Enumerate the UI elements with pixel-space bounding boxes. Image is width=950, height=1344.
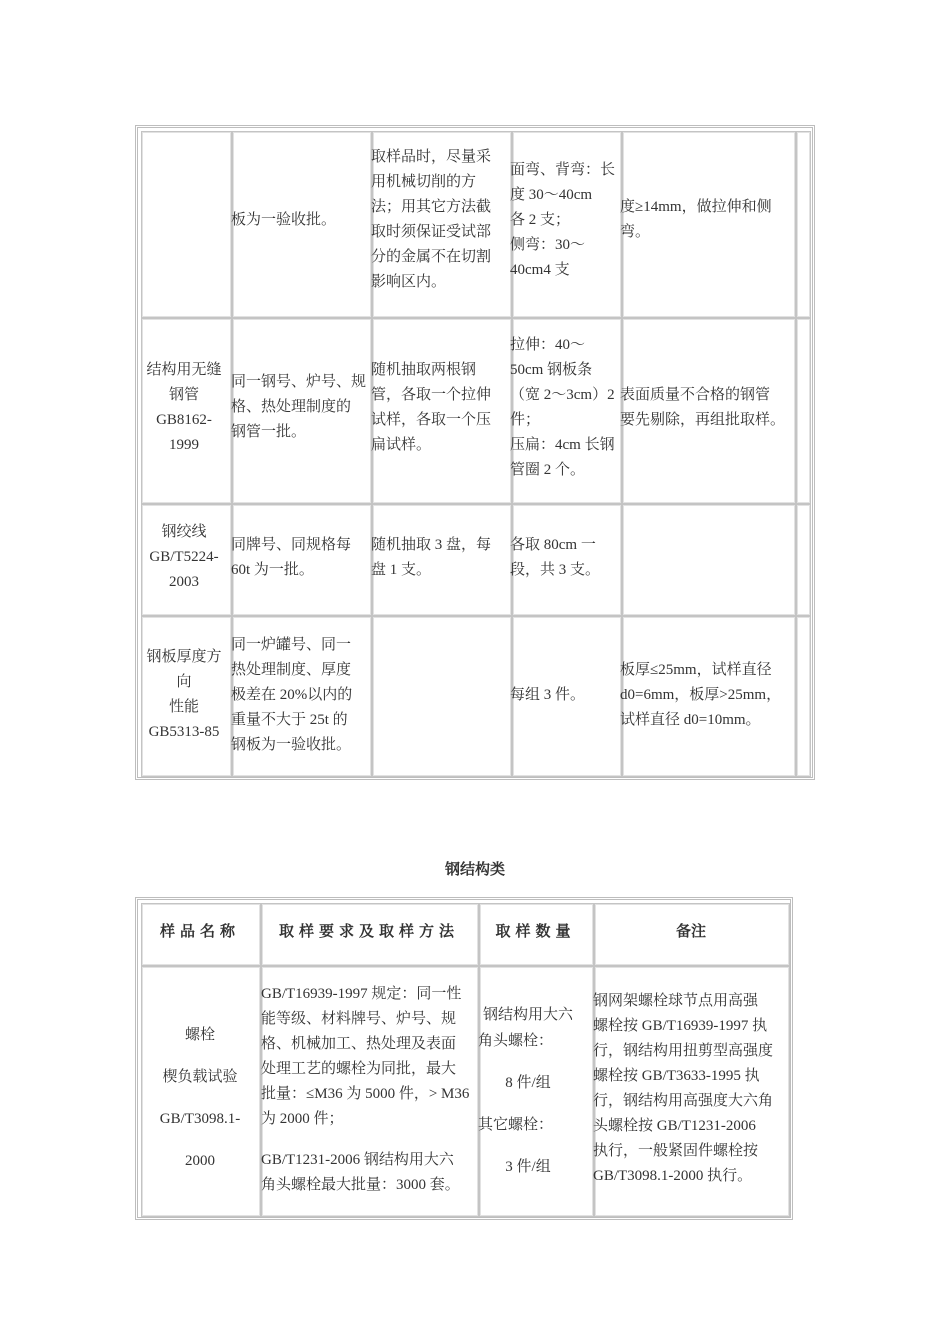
row-4-note-text: 板厚≤25mm，试样直径 d0=6mm，板厚>25mm， 试样直径 d0=10mm。 [620,662,782,728]
row-1-method-text: 取样品时，尽量采 用机械切削的方 法；用其它方法截 取时须保证受试部 分的金属不在切割 影响区内。 [371,149,492,290]
header-sampling-quantity: 取样数量 [495,922,576,940]
section-title: 钢结构类 [444,860,505,878]
header-sample-name: 样品名称 [159,922,240,940]
row-3-quantity-text: 各取 80cm 一 段，共 3 支。 [510,537,601,578]
row-3-method-text: 随机抽取 3 盘，每 盘 1 支。 [371,537,492,578]
row-2-method-text: 随机抽取两根钢 管，各取一个拉伸 试样，各取一个压 扁试样。 [371,362,492,453]
table-row-1-name-cell [141,131,232,318]
row-2-batch-text: 同一钢号、炉号、规 格、热处理制度的 钢管一批。 [231,374,367,440]
row-1-batch-text: 板为一验收批。 [231,212,337,228]
row-1-quantity-text: 面弯、背弯：长 度 30～40cm 各 2 支； 侧弯：30～ 40cm4 支 [510,162,616,278]
table-row-4-extra-cell [796,616,811,777]
table-row-3-extra-cell [796,504,811,616]
header-sampling-method: 取样要求及取样方法 [278,922,459,940]
bolt-quantity-text: 钢结构用大六 角头螺栓： 8 件/组 其它螺栓： 3 件/组 [478,1007,573,1175]
row-4-quantity-text: 每组 3 件。 [510,687,586,703]
table-row-4-method-cell [372,616,512,777]
table-row-2-extra-cell [796,318,811,504]
table-row-1-extra-cell [796,131,811,318]
bolt-method-text: GB/T16939-1997 规定：同一性 能等级、材料牌号、炉号、规 格、机械加工、热处理及表面 处理工艺的螺栓为同批，最大 批量：≤M36 为 5000 件，> M36 为 2000 件； GB/T1231-2006 钢结构用大六 角头螺栓最大批量：3000 套。 [261,986,470,1193]
header-remarks: 备注 [675,922,706,940]
row-2-name-text: 结构用无缝 钢管 GB8162- 1999 [146,362,222,453]
row-3-name-text: 钢绞线 GB/T5224- 2003 [149,524,219,590]
row-1-note-text: 度≥14mm，做拉伸和侧 弯。 [620,199,772,240]
row-2-quantity-text: 拉伸：40～ 50cm 钢板条 （宽 2～3cm）2 件； 压扁：4cm 长钢 管圈 2 个。 [510,337,615,478]
row-4-batch-text: 同一炉罐号、同一 热处理制度、厚度 极差在 20%以内的 重量不大于 25t 的 钢板为一验收批。 [231,637,353,753]
row-4-name-text: 钢板厚度方 向 性能 GB5313-85 [146,649,222,740]
row-2-note-text: 表面质量不合格的钢管 要先剔除，再组批取样。 [620,387,786,428]
bolt-note-text: 钢网架螺栓球节点用高强 螺栓按 GB/T16939-1997 执 行，钢结构用扭剪型高强度 螺栓按 GB/T3633-1995 执 行，钢结构用高强度大六角 头螺栓按 GB/T1231-2006 执行，一般紧固件螺栓按 GB/T3098.1-2000 执行。 [593,993,774,1184]
bolt-name-text: 螺栓 楔负载试验 GB/T3098.1- 2000 [159,1027,241,1169]
table-row-3-note-cell [622,504,796,616]
row-3-batch-text: 同牌号、同规格每 60t 为一批。 [231,537,352,578]
